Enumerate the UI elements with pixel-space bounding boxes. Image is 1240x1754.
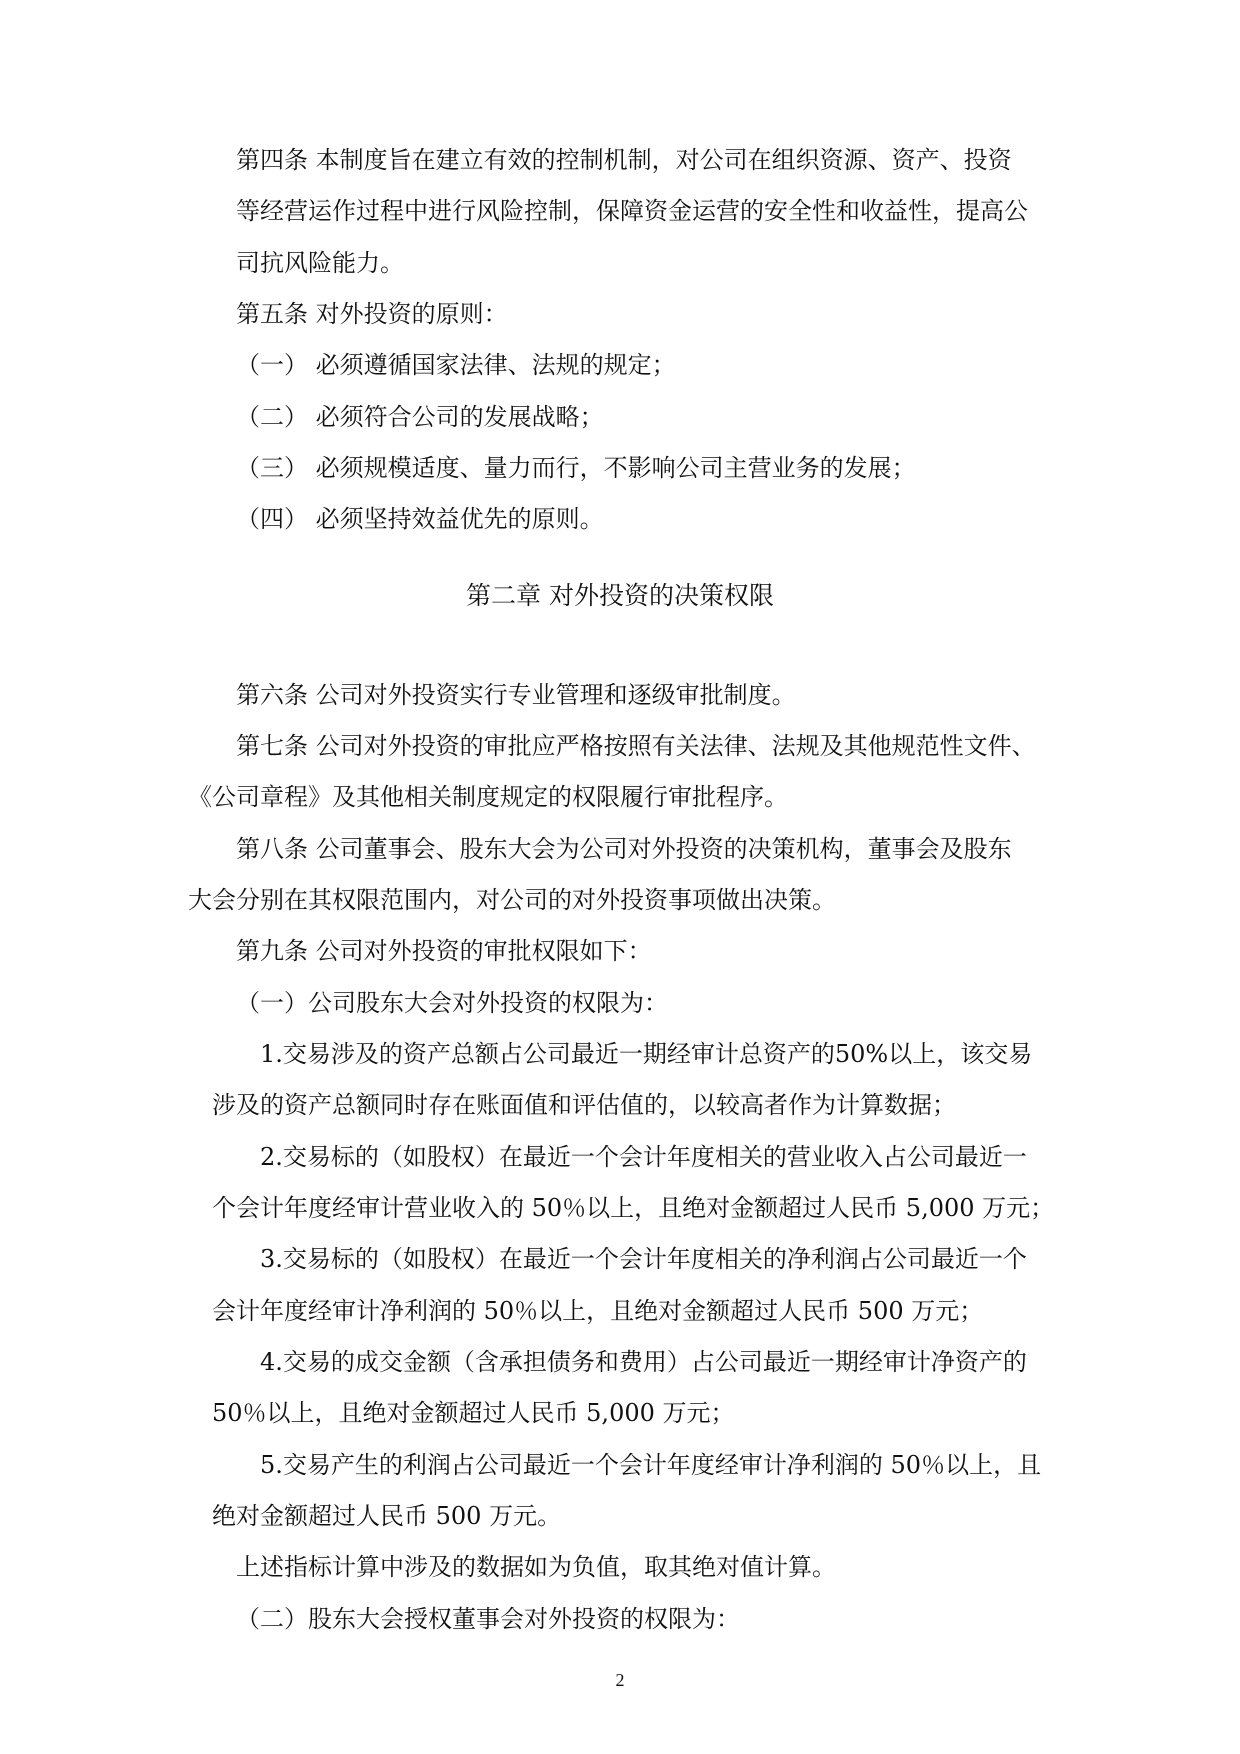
criterion-3-line-1: 3.交易标的（如股权）在最近一个会计年度相关的净利润占公司最近一个	[260, 1245, 1027, 1273]
article-6: 第六条 公司对外投资实行专业管理和逐级审批制度。	[236, 681, 796, 709]
article-4-line-1: 第四条 本制度旨在建立有效的控制机制，对公司在组织资源、资产、投资	[236, 146, 1012, 174]
negative-value-note: 上述指标计算中涉及的数据如为负值，取其绝对值计算。	[236, 1553, 836, 1581]
criterion-1-line-1: 1.交易涉及的资产总额占公司最近一期经审计总资产的50%以上，该交易	[260, 1040, 1033, 1068]
item-1-title: （一）公司股东大会对外投资的权限为：	[236, 989, 668, 1017]
criterion-2-line-2: 个会计年度经审计营业收入的 50％以上，且绝对金额超过人民币 5,000 万元；	[212, 1194, 1055, 1222]
article-9-title: 第九条 公司对外投资的审批权限如下：	[236, 937, 652, 965]
chapter-heading: 第二章 对外投资的决策权限	[466, 581, 774, 610]
page-number: 2	[615, 1670, 625, 1690]
criterion-4-line-1: 4.交易的成交金额（含承担债务和费用）占公司最近一期经审计净资产的	[260, 1348, 1027, 1376]
article-5-title: 第五条 对外投资的原则：	[236, 300, 508, 328]
article-8-line-2: 大会分别在其权限范围内，对公司的对外投资事项做出决策。	[188, 886, 836, 914]
item-2-title: （二）股东大会授权董事会对外投资的权限为：	[236, 1605, 740, 1633]
criterion-5-line-1: 5.交易产生的利润占公司最近一个会计年度经审计净利润的 50％以上，且	[260, 1451, 1042, 1479]
criterion-5-line-2: 绝对金额超过人民币 500 万元。	[212, 1502, 562, 1530]
article-8-line-1: 第八条 公司董事会、股东大会为公司对外投资的决策机构，董事会及股东	[236, 835, 1012, 863]
criterion-2-line-1: 2.交易标的（如股权）在最近一个会计年度相关的营业收入占公司最近一	[260, 1143, 1027, 1171]
criterion-1-line-2: 涉及的资产总额同时存在账面值和评估值的，以较高者作为计算数据；	[212, 1091, 956, 1119]
principle-2: （二） 必须符合公司的发展战略；	[236, 403, 604, 431]
principle-4: （四） 必须坚持效益优先的原则。	[236, 505, 604, 533]
principle-1: （一） 必须遵循国家法律、法规的规定；	[236, 351, 676, 379]
criterion-3-line-2: 会计年度经审计净利润的 50％以上，且绝对金额超过人民币 500 万元；	[212, 1297, 984, 1325]
article-4-line-3: 司抗风险能力。	[236, 249, 404, 277]
article-7-line-2: 《公司章程》及其他相关制度规定的权限履行审批程序。	[188, 783, 788, 811]
article-4-line-2: 等经营运作过程中进行风险控制，保障资金运营的安全性和收益性，提高公	[236, 197, 1028, 225]
principle-3: （三） 必须规模适度、量力而行，不影响公司主营业务的发展；	[236, 454, 916, 482]
criterion-4-line-2: 50％以上，且绝对金额超过人民币 5,000 万元；	[212, 1399, 735, 1427]
article-7-line-1: 第七条 公司对外投资的审批应严格按照有关法律、法规及其他规范性文件、	[236, 732, 1036, 760]
